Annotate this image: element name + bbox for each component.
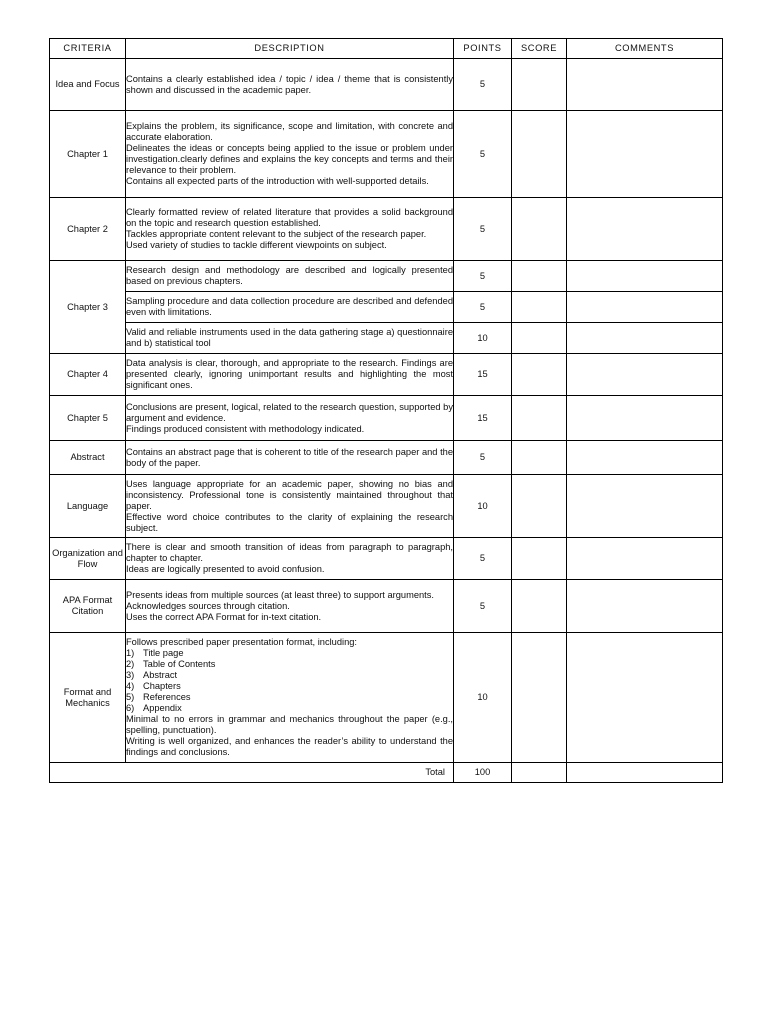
list-number: 1) [126, 648, 135, 658]
total-points: 100 [454, 763, 512, 783]
description-cell: Contains a clearly established idea / topic / idea / theme that is consistently shown and discussed in the academic paper. [126, 59, 454, 111]
desc-line: Tackles appropriate content relevant to the subject of the research paper. [126, 229, 427, 239]
score-cell[interactable] [512, 633, 567, 763]
score-cell[interactable] [512, 111, 567, 198]
score-cell[interactable] [512, 323, 567, 354]
comments-cell[interactable] [567, 633, 723, 763]
criteria-cell: Format and Mechanics [50, 633, 126, 763]
desc-line: Uses the correct APA Format for in-text citation. [126, 611, 322, 622]
description-cell: Contains an abstract page that is coherent to title of the research paper and the body of the paper. [126, 441, 454, 475]
criteria-cell: Abstract [50, 441, 126, 475]
score-cell[interactable] [512, 441, 567, 475]
list-item [126, 670, 453, 681]
table-row [50, 475, 723, 538]
points-cell: 5 [454, 538, 512, 580]
desc-line: Used variety of studies to tackle different viewpoints on subject. [126, 240, 387, 250]
score-cell[interactable] [512, 396, 567, 441]
table-row [50, 111, 723, 198]
table-row [50, 441, 723, 475]
points-cell: 5 [454, 261, 512, 292]
points-cell: 15 [454, 354, 512, 396]
list-item [126, 692, 453, 703]
criteria-cell: Chapter 1 [50, 111, 126, 198]
total-score-cell[interactable] [512, 763, 567, 783]
desc-line: Minimal to no errors in grammar and mechanics throughout the paper (e.g., spelling, punctuation). [126, 714, 453, 735]
description-cell [126, 538, 454, 580]
criteria-cell: Chapter 5 [50, 396, 126, 441]
list-text: Chapters [143, 681, 181, 691]
description-cell: Valid and reliable instruments used in the data gathering stage a) questionnaire and b) statistical tool [126, 323, 454, 354]
table-row [50, 198, 723, 261]
desc-line: Explains the problem, its significance, scope and limitation, with concrete and accurate elaboration. [126, 121, 453, 142]
points-cell: 5 [454, 59, 512, 111]
points-cell: 10 [454, 323, 512, 354]
score-cell[interactable] [512, 538, 567, 580]
description-cell [126, 633, 454, 763]
list-text: Table of Contents [143, 659, 216, 669]
criteria-cell: Organization and Flow [50, 538, 126, 580]
table-row [50, 261, 723, 292]
criteria-cell: Language [50, 475, 126, 538]
comments-cell[interactable] [567, 59, 723, 111]
desc-line: Follows prescribed paper presentation format, including: [126, 637, 357, 647]
table-row [50, 292, 723, 323]
desc-line: There is clear and smooth transition of ideas from paragraph to paragraph, chapter to chapter. [126, 542, 453, 563]
description-cell [126, 475, 454, 538]
score-cell[interactable] [512, 292, 567, 323]
points-header: POINTS [454, 39, 512, 59]
desc-line: Presents ideas from multiple sources (at least three) to support arguments. [126, 589, 434, 600]
comments-cell[interactable] [567, 580, 723, 633]
criteria-cell: Chapter 3 [50, 261, 126, 354]
comments-header: COMMENTS [567, 39, 723, 59]
list-number: 3) [126, 670, 135, 680]
list-number: 5) [126, 692, 135, 702]
score-header: SCORE [512, 39, 567, 59]
table-row [50, 396, 723, 441]
points-cell: 5 [454, 111, 512, 198]
points-cell: 5 [454, 292, 512, 323]
score-cell[interactable] [512, 580, 567, 633]
score-cell[interactable] [512, 59, 567, 111]
points-cell: 5 [454, 441, 512, 475]
table-row [50, 633, 723, 763]
comments-cell[interactable] [567, 475, 723, 538]
points-cell: 10 [454, 475, 512, 538]
desc-line: Effective word choice contributes to the clarity of explaining the research subject. [126, 511, 453, 533]
comments-cell[interactable] [567, 198, 723, 261]
criteria-cell: Chapter 2 [50, 198, 126, 261]
description-cell [126, 580, 454, 633]
criteria-cell: Chapter 4 [50, 354, 126, 396]
list-item [126, 681, 453, 692]
points-cell: 5 [454, 580, 512, 633]
desc-line: Findings produced consistent with methodology indicated. [126, 423, 365, 434]
score-cell[interactable] [512, 261, 567, 292]
total-comments-cell[interactable] [567, 763, 723, 783]
table-row [50, 354, 723, 396]
desc-line: Contains all expected parts of the introduction with well-supported details. [126, 176, 429, 186]
list-item [126, 659, 453, 670]
description-cell [126, 111, 454, 198]
description-cell: Sampling procedure and data collection procedure are described and defended even with limitations. [126, 292, 454, 323]
score-cell[interactable] [512, 475, 567, 538]
comments-cell[interactable] [567, 323, 723, 354]
table-row [50, 59, 723, 111]
list-text: Title page [143, 648, 184, 658]
rubric-table [49, 38, 723, 783]
criteria-cell: APA Format Citation [50, 580, 126, 633]
desc-line: Conclusions are present, logical, related to the research question, supported by argument and evidence. [126, 401, 453, 423]
list-item [126, 648, 453, 659]
criteria-header: CRITERIA [50, 39, 126, 59]
desc-line: Uses language appropriate for an academic paper, showing no bias and inconsistency. Professional tone is consistently maintained throughout that paper. [126, 478, 453, 511]
comments-cell[interactable] [567, 111, 723, 198]
criteria-cell: Idea and Focus [50, 59, 126, 111]
list-text: References [143, 692, 191, 702]
total-row [50, 763, 723, 783]
points-cell: 10 [454, 633, 512, 763]
description-cell [126, 396, 454, 441]
points-cell: 5 [454, 198, 512, 261]
list-text: Abstract [143, 670, 178, 680]
comments-cell[interactable] [567, 292, 723, 323]
comments-cell[interactable] [567, 538, 723, 580]
desc-line: Delineates the ideas or concepts being applied to the issue or problem under investigation.clearly defines and explains the key concepts and terms and their relevance to their problem. [126, 143, 453, 175]
description-header: DESCRIPTION [126, 39, 454, 59]
points-cell: 15 [454, 396, 512, 441]
desc-line: Clearly formatted review of related literature that provides a solid background on the topic and research question established. [126, 207, 453, 228]
desc-line: Ideas are logically presented to avoid confusion. [126, 564, 325, 574]
list-text: Appendix [143, 703, 182, 713]
description-cell [126, 198, 454, 261]
comments-cell[interactable] [567, 441, 723, 475]
header-row [50, 39, 723, 59]
desc-line: Acknowledges sources through citation. [126, 600, 290, 611]
comments-cell[interactable] [567, 354, 723, 396]
description-cell: Research design and methodology are described and logically presented based on previous chapters. [126, 261, 454, 292]
desc-line: Writing is well organized, and enhances the reader’s ability to understand the findings and conclusions. [126, 736, 453, 757]
description-cell: Data analysis is clear, thorough, and appropriate to the research. Findings are presented clearly, ignoring unimportant results and highlighting the most significant ones. [126, 354, 454, 396]
table-row [50, 538, 723, 580]
list-number: 2) [126, 659, 135, 669]
comments-cell[interactable] [567, 261, 723, 292]
score-cell[interactable] [512, 198, 567, 261]
list-number: 6) [126, 703, 135, 713]
total-label: Total [50, 763, 454, 783]
table-row [50, 323, 723, 354]
list-item [126, 703, 453, 714]
list-number: 4) [126, 681, 135, 691]
table-row [50, 580, 723, 633]
score-cell[interactable] [512, 354, 567, 396]
comments-cell[interactable] [567, 396, 723, 441]
